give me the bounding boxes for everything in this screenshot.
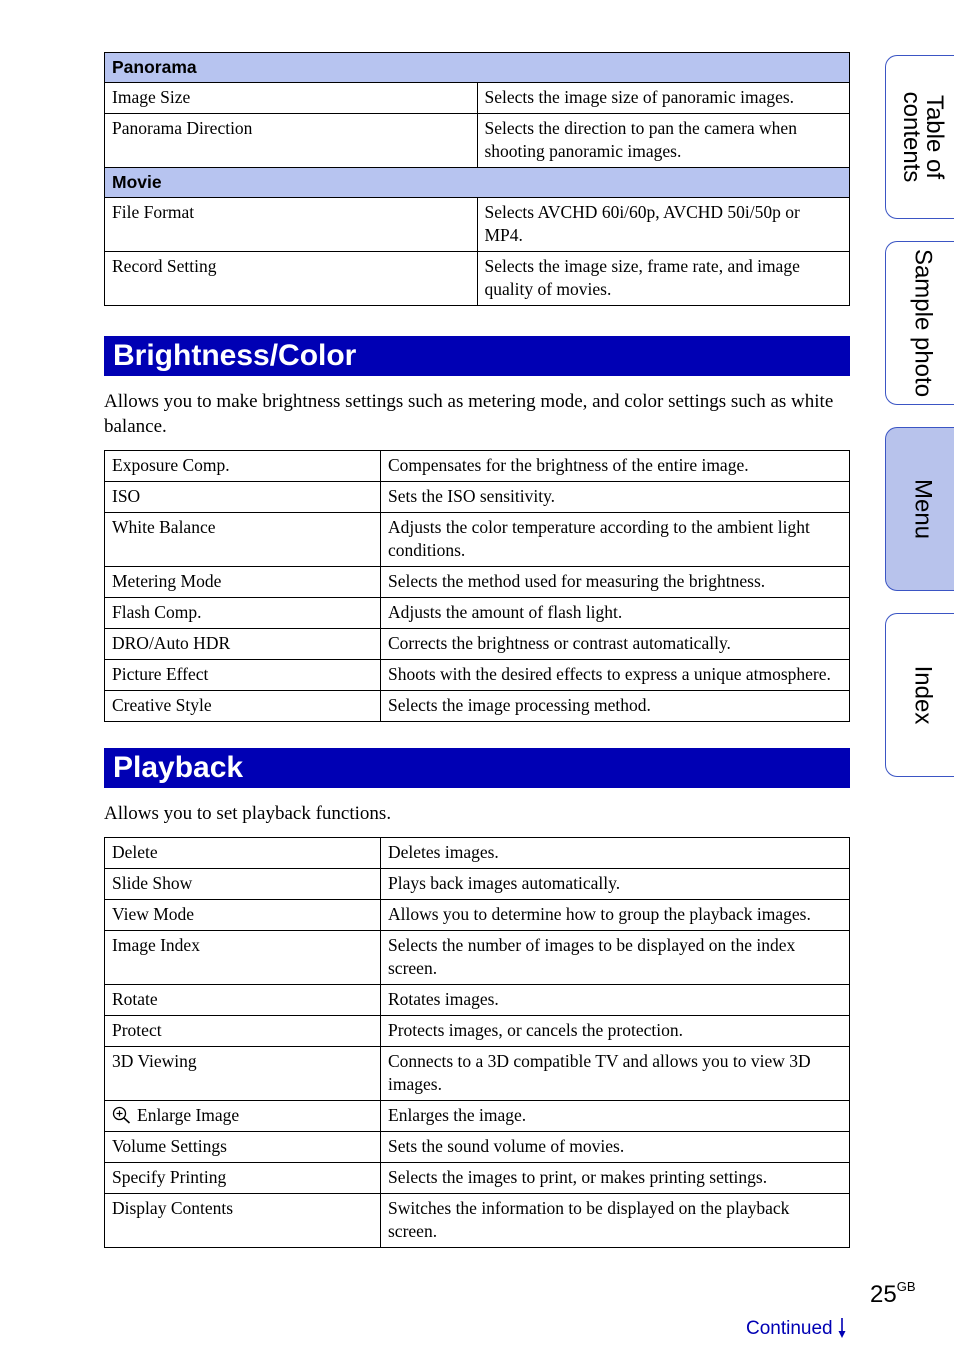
setting-name: 3D Viewing <box>105 1047 381 1101</box>
setting-description: Selects the method used for measuring the brightness. <box>381 567 850 598</box>
tab-label <box>909 478 937 540</box>
table-row <box>105 83 850 114</box>
setting-description: Allows you to determine how to group the playback images. <box>381 900 850 931</box>
setting-description: Rotates images. <box>381 985 850 1016</box>
table-row <box>105 567 850 598</box>
setting-name: Slide Show <box>105 869 381 900</box>
section-description-playback: Allows you to set playback functions. <box>104 803 392 824</box>
setting-name: Specify Printing <box>105 1163 381 1194</box>
tab-label <box>900 92 946 183</box>
setting-name: Rotate <box>105 985 381 1016</box>
table-row <box>105 931 850 985</box>
section-description-brightness: Allows you to make brightness settings such as metering mode, and color settings such as white balance. <box>104 391 834 437</box>
setting-description: Switches the information to be displayed on the playback screen. <box>381 1194 850 1248</box>
tab-label-line: contents <box>898 91 925 183</box>
setting-description: Adjusts the color temperature according to the ambient light conditions. <box>381 513 850 567</box>
table-row <box>105 252 850 306</box>
group-header-panorama <box>105 53 850 83</box>
table-row <box>105 1163 850 1194</box>
section-title-brightness-color: Brightness/Color <box>104 336 850 376</box>
setting-name: Delete <box>105 838 381 869</box>
table-row <box>105 451 850 482</box>
table-row <box>105 1194 850 1248</box>
setting-name: Volume Settings <box>105 1132 381 1163</box>
setting-description: Shoots with the desired effects to express a unique atmosphere. <box>381 660 850 691</box>
group-heading: Movie <box>105 168 850 198</box>
setting-name: DRO/Auto HDR <box>105 629 381 660</box>
tab-label-line: Menu <box>909 478 937 540</box>
table-row <box>105 900 850 931</box>
setting-description: Compensates for the brightness of the entire image. <box>381 451 850 482</box>
page-number <box>870 1279 916 1309</box>
setting-name: Metering Mode <box>105 567 381 598</box>
tab-label <box>909 665 937 725</box>
tab-index[interactable] <box>885 613 954 777</box>
table-row <box>105 198 850 252</box>
tab-menu[interactable] <box>885 427 954 591</box>
page-number-suffix: GB <box>896 1279 916 1294</box>
tab-sample-photo[interactable] <box>885 241 954 405</box>
setting-name: Flash Comp. <box>105 598 381 629</box>
setting-name: Record Setting <box>105 252 478 306</box>
setting-description: Plays back images automatically. <box>381 869 850 900</box>
table-row <box>105 869 850 900</box>
down-arrow-icon <box>837 1317 847 1339</box>
setting-name: Image Size <box>105 83 478 114</box>
setting-name: ISO <box>105 482 381 513</box>
setting-name-with-icon <box>105 1101 381 1132</box>
setting-name: Panorama Direction <box>105 114 478 168</box>
setting-description: Selects the image size of panoramic images. <box>477 83 850 114</box>
table-row <box>105 513 850 567</box>
setting-description: Sets the sound volume of movies. <box>381 1132 850 1163</box>
setting-description: Corrects the brightness or contrast automatically. <box>381 629 850 660</box>
group-heading: Panorama <box>105 53 850 83</box>
page-content <box>104 52 850 1248</box>
panorama-movie-table <box>104 52 850 306</box>
page-number-value: 25 <box>870 1281 897 1308</box>
setting-name: Protect <box>105 1016 381 1047</box>
tab-table-of-contents[interactable] <box>885 55 954 219</box>
setting-name: Creative Style <box>105 691 381 722</box>
setting-description: Selects the images to print, or makes printing settings. <box>381 1163 850 1194</box>
setting-name: Exposure Comp. <box>105 451 381 482</box>
table-row <box>105 985 850 1016</box>
playback-table <box>104 837 850 1248</box>
table-row <box>105 660 850 691</box>
setting-name: View Mode <box>105 900 381 931</box>
tab-label-line: Table of <box>921 94 948 180</box>
table-row <box>105 691 850 722</box>
table-row <box>105 1016 850 1047</box>
brightness-color-table <box>104 450 850 722</box>
setting-description: Adjusts the amount of flash light. <box>381 598 850 629</box>
table-row <box>105 598 850 629</box>
setting-description: Selects the number of images to be displayed on the index screen. <box>381 931 850 985</box>
setting-description: Selects the direction to pan the camera when shooting panoramic images. <box>477 114 850 168</box>
setting-description: Deletes images. <box>381 838 850 869</box>
continued-link[interactable] <box>746 1317 847 1340</box>
tab-label-line: Index <box>909 665 937 725</box>
table-row <box>105 1101 850 1132</box>
setting-description: Selects the image size, frame rate, and image quality of movies. <box>477 252 850 306</box>
table-row <box>105 1047 850 1101</box>
table-row <box>105 482 850 513</box>
setting-description: Connects to a 3D compatible TV and allows you to view 3D images. <box>381 1047 850 1101</box>
setting-name: Display Contents <box>105 1194 381 1248</box>
tab-label-line: Sample photo <box>909 248 937 398</box>
setting-description: Protects images, or cancels the protection. <box>381 1016 850 1047</box>
tab-label <box>909 248 937 398</box>
setting-description: Sets the ISO sensitivity. <box>381 482 850 513</box>
table-row <box>105 838 850 869</box>
setting-name: File Format <box>105 198 478 252</box>
continued-label: Continued <box>746 1318 833 1339</box>
zoom-in-icon <box>112 1106 132 1124</box>
setting-description: Enlarges the image. <box>381 1101 850 1132</box>
section-title-playback: Playback <box>104 748 850 788</box>
setting-name: Enlarge Image <box>137 1105 240 1125</box>
setting-name: Image Index <box>105 931 381 985</box>
table-row <box>105 629 850 660</box>
setting-name: Picture Effect <box>105 660 381 691</box>
table-row <box>105 1132 850 1163</box>
setting-description: Selects the image processing method. <box>381 691 850 722</box>
setting-description: Selects AVCHD 60i/60p, AVCHD 50i/50p or MP4. <box>477 198 850 252</box>
group-header-movie <box>105 168 850 198</box>
table-row <box>105 114 850 168</box>
setting-name: White Balance <box>105 513 381 567</box>
